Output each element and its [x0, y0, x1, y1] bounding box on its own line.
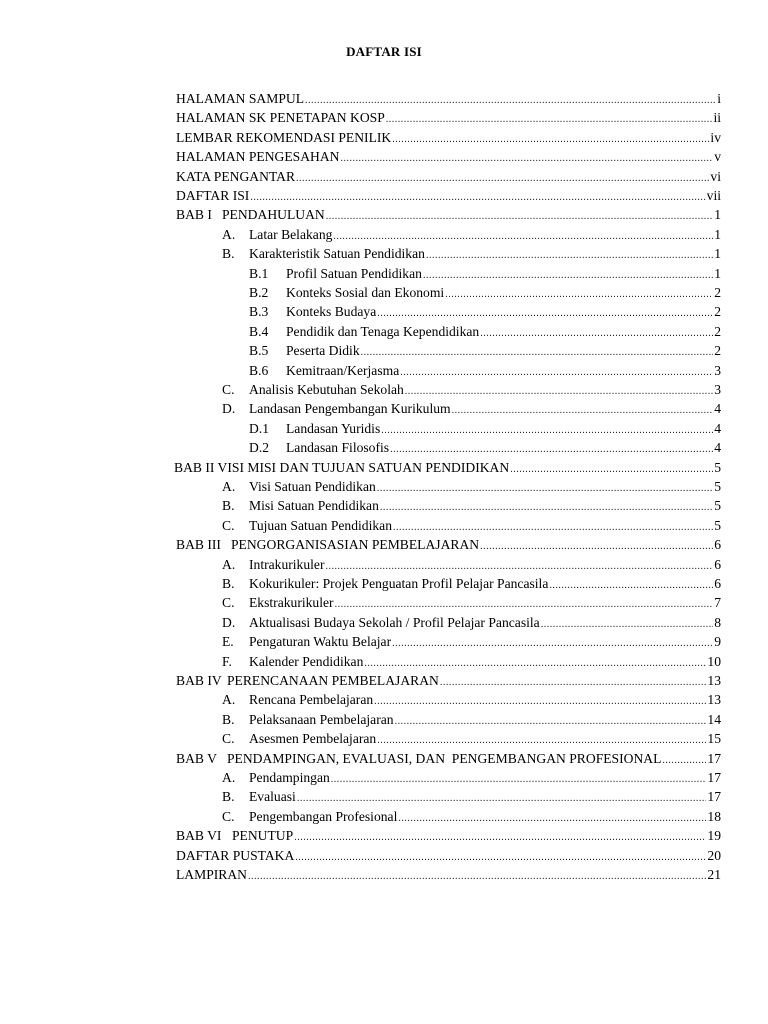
toc-entry-label: Kalender Pendidikan — [249, 653, 364, 669]
toc-entry-number: D. — [222, 614, 236, 630]
toc-entry-label: DAFTAR PUSTAKA — [176, 847, 295, 863]
toc-leader-dots — [392, 131, 709, 149]
toc-entry-page: 6 — [714, 576, 721, 591]
toc-leader-dots — [248, 868, 706, 886]
toc-entry-page: 1 — [714, 226, 721, 242]
toc-entry — [176, 90, 721, 108]
toc-entry-number: BAB I — [176, 207, 212, 223]
toc-entry — [176, 148, 721, 166]
toc-entry-label-group — [249, 362, 399, 380]
toc-leader-dots — [335, 596, 714, 614]
toc-entry — [176, 750, 721, 768]
toc-entry-page: 5 — [714, 498, 721, 514]
toc-leader-dots — [250, 189, 705, 207]
toc-entry-label-group — [222, 788, 296, 806]
toc-entry-number: BAB IV — [176, 673, 222, 688]
toc-leader-dots — [392, 635, 713, 653]
toc-entry — [249, 265, 721, 283]
toc-entry-label: Landasan Yuridis — [286, 420, 381, 436]
toc-entry — [222, 381, 721, 399]
toc-entry-label-group — [249, 439, 389, 457]
toc-entry-number: A. — [222, 770, 236, 785]
toc-entry-page: 18 — [707, 808, 721, 824]
toc-entry-page: 13 — [707, 673, 721, 688]
toc-entry-label: Asesmen Pembelajaran — [249, 731, 377, 747]
toc-entry-label: Landasan Pengembangan Kurikulum — [249, 401, 451, 417]
toc-leader-dots — [377, 305, 713, 323]
toc-entry-number: A. — [222, 556, 236, 572]
toc-entry-number: BAB V — [176, 750, 217, 766]
toc-entry-label: Pengaturan Waktu Belajar — [249, 634, 392, 650]
toc-leader-dots — [452, 402, 714, 420]
toc-entry-number: D. — [222, 401, 236, 417]
toc-entry — [176, 168, 721, 186]
toc-leader-dots — [480, 538, 713, 556]
toc-entry-number: F. — [222, 653, 232, 669]
toc-entry — [222, 711, 721, 729]
toc-entry — [176, 536, 721, 554]
toc-entry-label: Analisis Kebutuhan Sekolah — [249, 382, 404, 397]
toc-entry-label-group — [176, 206, 325, 224]
toc-entry-page: 2 — [714, 285, 721, 300]
toc-entry-label: PENDAHULUAN — [222, 207, 325, 223]
toc-entry-label-group — [222, 769, 330, 787]
toc-entry-page: 4 — [714, 401, 721, 417]
toc-leader-dots — [305, 92, 716, 110]
toc-entry-number: B.3 — [249, 304, 269, 320]
toc-entry-label-group — [222, 556, 325, 574]
toc-entry-number: B. — [222, 711, 235, 727]
toc-entry-label: Pengembangan Profesional — [249, 808, 398, 824]
toc-leader-dots — [423, 267, 713, 285]
toc-entry-label-group — [222, 381, 404, 399]
toc-entry-page: v — [714, 149, 721, 165]
toc-entry-label: Kemitraan/Kerjasma — [286, 362, 400, 378]
toc-entry — [176, 206, 721, 224]
toc-entry — [249, 342, 721, 360]
toc-leader-dots — [331, 771, 707, 789]
toc-entry — [222, 245, 721, 263]
toc-entry-label-group — [222, 614, 540, 632]
toc-entry-label: HALAMAN SAMPUL — [176, 91, 305, 106]
toc-entry — [176, 109, 721, 127]
toc-leader-dots — [480, 325, 713, 343]
toc-entry — [222, 497, 721, 515]
toc-entry-number: BAB VI — [176, 828, 222, 844]
toc-entry-page: 2 — [714, 343, 721, 359]
toc-entry-number: C. — [222, 595, 235, 611]
toc-entry-number: B.2 — [249, 285, 269, 300]
toc-entry-page: 19 — [707, 828, 721, 844]
toc-entry-label: Profil Satuan Pendidikan — [286, 265, 422, 281]
toc-entry-label-group — [176, 187, 249, 205]
toc-entry-page: 1 — [714, 207, 721, 223]
toc-entry-label-group — [176, 672, 439, 690]
toc-entry — [249, 439, 721, 457]
toc-entry-number: A. — [222, 226, 236, 242]
toc-leader-dots — [400, 364, 713, 382]
toc-leader-dots — [395, 713, 707, 731]
toc-entry-number: B. — [222, 498, 235, 514]
toc-entry-label-group — [222, 400, 451, 418]
toc-entry-label-group — [222, 594, 334, 612]
toc-entry-page: 2 — [714, 304, 721, 320]
toc-leader-dots — [294, 829, 706, 847]
toc-entry — [249, 284, 721, 302]
toc-entry-number: B.6 — [249, 362, 269, 378]
toc-entry-label: PENDAMPINGAN, EVALUASI, DAN PENGEMBANGAN PROFESIONAL — [227, 750, 662, 766]
toc-entry-number: D.1 — [249, 420, 270, 436]
toc-leader-dots — [296, 170, 709, 188]
toc-entry — [222, 788, 721, 806]
toc-entry-label: BAB II VISI MISI DAN TUJUAN SATUAN PENDIDIKAN — [174, 459, 510, 475]
toc-entry-label: Karakteristik Satuan Pendidikan — [249, 246, 425, 262]
toc-entry-label: PENGORGANISASIAN PEMBELAJARAN — [231, 537, 480, 553]
toc-entry-page: 3 — [714, 362, 721, 378]
toc-entry — [222, 769, 721, 787]
page-title: DAFTAR ISI — [346, 44, 422, 59]
toc-entry-page: 13 — [707, 692, 721, 708]
toc-entry-label: LEMBAR REKOMENDASI PENILIK — [176, 129, 392, 145]
toc-entry — [222, 575, 721, 593]
toc-entry — [174, 459, 721, 477]
toc-entry-page: 1 — [714, 246, 721, 262]
toc-entry-label: Evaluasi — [249, 789, 296, 805]
toc-entry-label-group — [249, 420, 380, 438]
toc-entry-page: 17 — [707, 770, 721, 785]
toc-entry-label: Konteks Budaya — [286, 304, 377, 320]
toc-entry-label: Visi Satuan Pendidikan — [249, 479, 376, 494]
toc-leader-dots — [326, 208, 713, 226]
toc-leader-dots — [386, 111, 713, 129]
toc-entry-label-group — [176, 109, 385, 127]
toc-entry — [222, 614, 721, 632]
toc-entry-label-group — [176, 148, 340, 166]
toc-entry-label: DAFTAR ISI — [176, 188, 250, 203]
toc-entry-number: E. — [222, 634, 234, 650]
toc-leader-dots — [549, 577, 713, 595]
toc-entry-page: 3 — [714, 382, 721, 397]
toc-entry-label: Pendidik dan Tenaga Kependidikan — [286, 323, 480, 339]
toc-entry — [222, 478, 721, 496]
toc-entry-label-group — [222, 711, 394, 729]
toc-entry-label-group — [176, 847, 294, 865]
toc-entry-label: Kokurikuler: Projek Penguatan Profil Pelajar Pancasila — [249, 576, 549, 591]
toc-entry-number: C. — [222, 808, 235, 824]
toc-entry — [222, 633, 721, 651]
toc-entry-label-group — [176, 866, 247, 884]
toc-entry-label: Intrakurikuler — [249, 556, 325, 572]
toc-entry — [222, 730, 721, 748]
toc-entry-number: B. — [222, 246, 235, 262]
toc-entry-number: C. — [222, 731, 235, 747]
toc-leader-dots — [662, 752, 706, 770]
toc-entry-page: 6 — [714, 537, 721, 553]
toc-entry-page: 1 — [714, 265, 721, 281]
toc-entry — [222, 226, 721, 244]
toc-entry-page: i — [717, 91, 721, 106]
toc-entry-label-group — [249, 284, 444, 302]
toc-entry-page: 5 — [714, 517, 721, 533]
toc-leader-dots — [364, 655, 706, 673]
toc-entry-label: LAMPIRAN — [176, 867, 247, 882]
toc-entry-page: 17 — [707, 789, 721, 805]
toc-entry-label-group — [176, 827, 293, 845]
toc-entry — [176, 847, 721, 865]
toc-entry — [176, 672, 721, 690]
toc-entry-page: 8 — [714, 614, 721, 630]
toc-entry-page: iv — [710, 129, 721, 145]
toc-entry — [176, 187, 721, 205]
toc-entry-label: Tujuan Satuan Pendidikan — [249, 517, 392, 533]
toc-leader-dots — [381, 422, 713, 440]
toc-entry-page: 6 — [714, 556, 721, 572]
toc-leader-dots — [405, 383, 713, 401]
toc-leader-dots — [333, 228, 713, 246]
toc-entry-label-group — [222, 575, 548, 593]
toc-entry-label-group — [222, 730, 376, 748]
toc-leader-dots — [510, 461, 713, 479]
toc-entry-page: 17 — [707, 750, 721, 766]
toc-entry-label-group — [222, 808, 397, 826]
toc-entry-label-group — [176, 90, 304, 108]
toc-entry-label-group — [222, 653, 363, 671]
toc-leader-dots — [374, 693, 706, 711]
toc-entry — [249, 323, 721, 341]
toc-entry-label: Pelaksanaan Pembelajaran — [249, 711, 394, 727]
toc-leader-dots — [440, 674, 707, 692]
toc-entry-label-group — [249, 303, 376, 321]
toc-entry — [249, 362, 721, 380]
toc-entry-label-group — [222, 478, 376, 496]
toc-entry-page: 7 — [714, 595, 721, 611]
toc-entry-label: Latar Belakang — [249, 226, 333, 242]
toc-entry-label-group — [222, 497, 379, 515]
toc-entry-label: KATA PENGANTAR — [176, 168, 296, 184]
toc-entry-label: HALAMAN SK PENETAPAN KOSP — [176, 110, 385, 126]
toc-entry-label: Peserta Didik — [286, 343, 360, 359]
toc-entry-number: C. — [222, 517, 235, 533]
toc-entry — [222, 691, 721, 709]
toc-entry-page: 20 — [707, 847, 721, 863]
toc-entry-number: B. — [222, 789, 235, 805]
toc-entry-label: Rencana Pembelajaran — [249, 692, 374, 708]
toc-entry-page: vi — [710, 168, 721, 184]
toc-entry-label-group — [176, 129, 391, 147]
toc-entry — [176, 827, 721, 845]
toc-entry-number: C. — [222, 382, 235, 397]
toc-entry-number: A. — [222, 692, 236, 708]
toc-entry-label-group — [222, 691, 373, 709]
toc-entry-number: D.2 — [249, 440, 270, 456]
toc-entry-label: Misi Satuan Pendidikan — [249, 498, 379, 514]
toc-entry — [222, 594, 721, 612]
toc-entry-page: 5 — [714, 479, 721, 494]
toc-entry-label: HALAMAN PENGESAHAN — [176, 149, 340, 165]
toc-entry-label-group — [222, 633, 391, 651]
toc-entry — [249, 420, 721, 438]
toc-entry-page: 2 — [714, 323, 721, 339]
toc-entry-label-group — [174, 459, 509, 477]
toc-entry-number: A. — [222, 479, 236, 494]
toc-entry-label: PERENCANAAN PEMBELAJARAN — [227, 673, 439, 688]
toc-entry — [176, 866, 721, 884]
toc-entry-label: Pendampingan — [249, 770, 330, 785]
toc-leader-dots — [426, 247, 713, 265]
toc-entry-label-group — [249, 342, 360, 360]
toc-entry — [176, 129, 721, 147]
toc-entry-page: 15 — [707, 731, 721, 747]
toc-entry — [249, 303, 721, 321]
toc-leader-dots — [393, 519, 713, 537]
toc-entry-label-group — [249, 323, 479, 341]
toc-leader-dots — [341, 150, 714, 168]
toc-entry-page: 10 — [707, 653, 721, 669]
toc-leader-dots — [541, 616, 714, 634]
toc-entry-page: 14 — [707, 711, 721, 727]
toc-entry-label-group — [222, 517, 392, 535]
toc-leader-dots — [361, 344, 714, 362]
toc-entry-label: Ekstrakurikuler — [249, 595, 334, 611]
toc-entry-page: ii — [713, 110, 721, 126]
toc-entry-label-group — [176, 168, 295, 186]
toc-entry — [222, 653, 721, 671]
toc-entry-label-group — [249, 265, 422, 283]
toc-entry — [222, 808, 721, 826]
toc-entry-page: 4 — [714, 420, 721, 436]
toc-entry-number: B.5 — [249, 343, 269, 359]
toc-entry-label-group — [176, 536, 479, 554]
toc-entry-page: 9 — [714, 634, 721, 650]
toc-entry-label-group — [222, 245, 425, 263]
toc-entry-label: Aktualisasi Budaya Sekolah / Profil Pelajar Pancasila — [249, 614, 540, 630]
toc-entry-number: B.4 — [249, 323, 269, 339]
toc-entry-label: Konteks Sosial dan Ekonomi — [286, 285, 445, 300]
toc-entry-page: 4 — [714, 440, 721, 456]
toc-entry-page: 21 — [707, 867, 721, 882]
toc-leader-dots — [377, 480, 713, 498]
toc-entry-page: 5 — [714, 459, 721, 475]
toc-entry-page: vii — [706, 188, 721, 203]
toc-entry — [222, 400, 721, 418]
toc-entry-number: B. — [222, 576, 235, 591]
toc-entry — [222, 517, 721, 535]
toc-entry-label: Landasan Filosofis — [286, 440, 390, 456]
toc-leader-dots — [297, 790, 707, 808]
toc-entry-number: B.1 — [249, 265, 269, 281]
toc-leader-dots — [398, 810, 706, 828]
toc-entry-label-group — [176, 750, 661, 768]
toc-leader-dots — [326, 558, 714, 576]
toc-leader-dots — [380, 499, 713, 517]
toc-entry-label-group — [222, 226, 332, 244]
toc-entry-number: BAB III — [176, 537, 221, 553]
toc-leader-dots — [295, 849, 706, 867]
toc-leader-dots — [377, 732, 706, 750]
toc-entry-label: PENUTUP — [232, 828, 294, 844]
toc-leader-dots — [445, 286, 713, 304]
toc-leader-dots — [390, 441, 713, 459]
toc-entry — [222, 556, 721, 574]
